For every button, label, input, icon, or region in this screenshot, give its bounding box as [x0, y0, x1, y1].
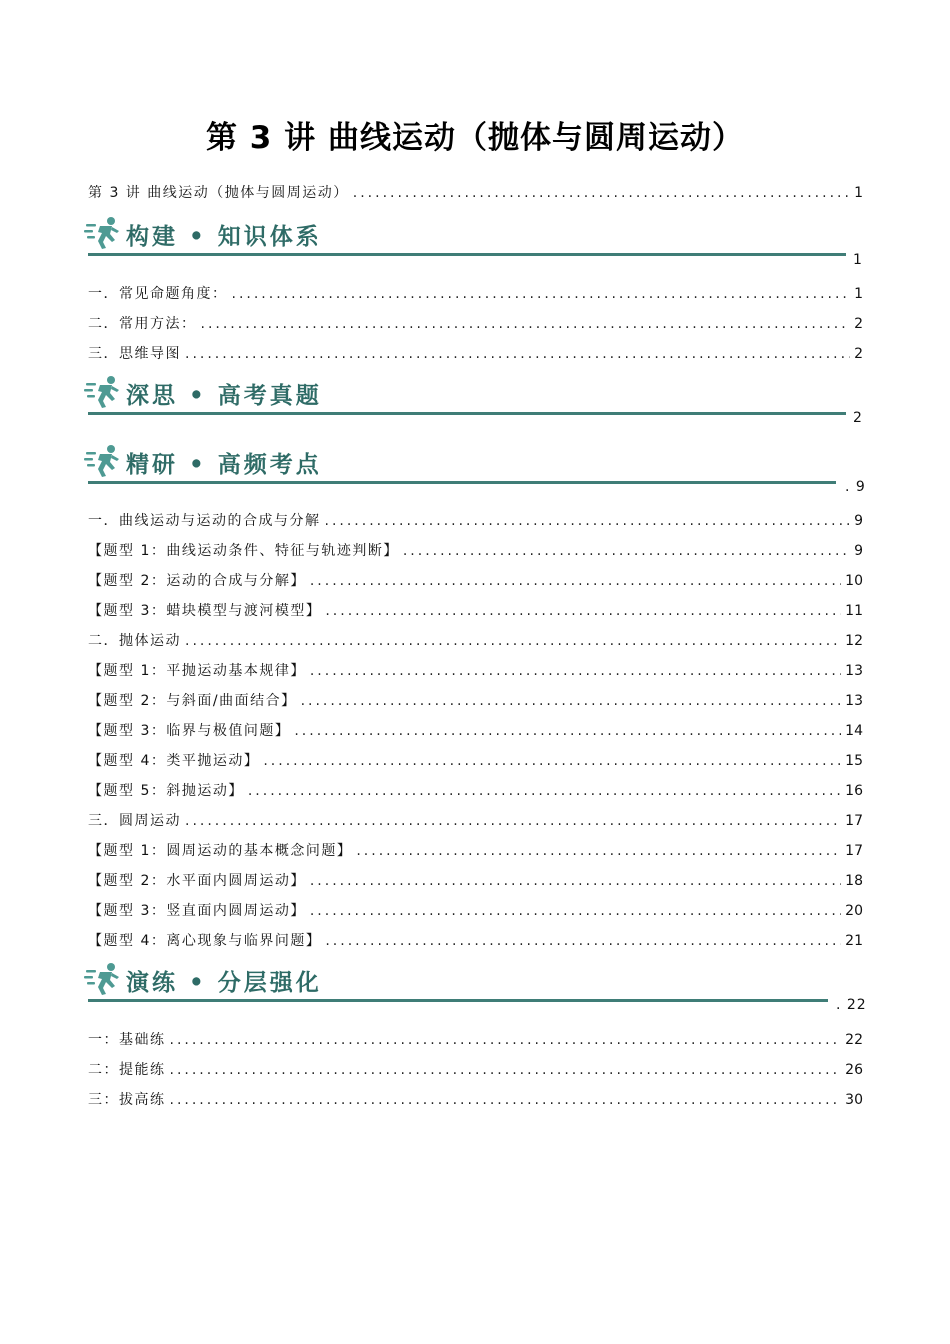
toc-page-number: 12 — [845, 633, 863, 649]
toc-leader-dots — [310, 572, 841, 590]
toc-entry-label: 二．常用方法： — [88, 316, 197, 332]
toc-entry[interactable] — [88, 898, 863, 920]
toc-page-number: 9 — [854, 543, 863, 559]
runner-icon — [84, 216, 122, 250]
toc-entry-label: 第 3 讲 曲线运动（抛体与圆周运动） — [88, 185, 349, 201]
section-divider — [88, 481, 836, 484]
toc-page-number: 1 — [854, 185, 863, 201]
toc-entry[interactable] — [88, 808, 863, 830]
section-heading-text: 演练 • 分层强化 — [126, 969, 322, 996]
toc-page-number: 1 — [853, 252, 863, 268]
toc-entry-label: 三：拔高练 — [88, 1092, 166, 1108]
toc-entry[interactable] — [88, 341, 863, 363]
toc-entry-label: 【题型 2：与斜面/曲面结合】 — [88, 693, 297, 709]
toc-page-number: 11 — [845, 603, 863, 619]
toc-entry[interactable] — [88, 538, 863, 560]
toc-leader-dots — [232, 285, 851, 303]
toc-entry[interactable] — [88, 868, 863, 890]
toc-leader-dots — [248, 782, 841, 800]
toc-leader-dots — [294, 722, 841, 740]
toc-leader-dots — [353, 184, 850, 202]
toc-page-number: 22 — [845, 1032, 863, 1048]
toc-entry-label: 【题型 1：平抛运动基本规律】 — [88, 663, 306, 679]
toc-entry[interactable] — [88, 1027, 863, 1049]
toc-page-number: 14 — [845, 723, 863, 739]
toc-entry[interactable] — [88, 508, 863, 530]
toc-leader-dots — [356, 842, 841, 860]
toc-page-number: 30 — [845, 1092, 863, 1108]
toc-entry-label: 【题型 3：竖直面内圆周运动】 — [88, 903, 306, 919]
toc-leader-dots — [310, 662, 841, 680]
toc-entry-label: 【题型 3：蜡块模型与渡河模型】 — [88, 603, 322, 619]
toc-leader-dots — [325, 932, 841, 950]
toc-entry[interactable] — [88, 838, 863, 860]
section-heading-focus — [84, 442, 854, 486]
toc-entry-label: 【题型 5：斜抛运动】 — [88, 783, 244, 799]
toc-entry-label: 【题型 1：圆周运动的基本概念问题】 — [88, 843, 353, 859]
section-heading-exam — [84, 373, 854, 417]
toc-page-number: 13 — [845, 693, 863, 709]
toc-page-number: 2 — [854, 346, 863, 362]
toc-leader-dots — [310, 902, 841, 920]
section-divider — [88, 253, 846, 256]
toc-entry-label: 二：提能练 — [88, 1062, 166, 1078]
toc-entry[interactable] — [88, 928, 863, 950]
toc-page-number: 2 — [854, 316, 863, 332]
section-divider — [88, 999, 828, 1002]
toc-entry-label: 【题型 4：离心现象与临界问题】 — [88, 933, 322, 949]
toc-page-number: 1 — [854, 286, 863, 302]
toc-page-number: 15 — [845, 753, 863, 769]
toc-entry[interactable] — [88, 311, 863, 333]
toc-page-number: 20 — [845, 903, 863, 919]
toc-leader-dots — [170, 1031, 842, 1049]
section-heading-practice — [84, 960, 854, 1004]
toc-page-number: . 9 — [845, 479, 866, 495]
toc-entry[interactable] — [88, 1087, 863, 1109]
toc-entry-label: 【题型 2：运动的合成与分解】 — [88, 573, 306, 589]
toc-leader-dots — [263, 752, 841, 770]
toc-entry[interactable] — [88, 180, 863, 202]
toc-entry[interactable] — [88, 598, 863, 620]
runner-icon — [84, 375, 122, 409]
toc-entry[interactable] — [88, 1057, 863, 1079]
toc-entry-label: 一．曲线运动与运动的合成与分解 — [88, 513, 321, 529]
toc-entry[interactable] — [88, 778, 863, 800]
runner-icon — [84, 444, 122, 478]
toc-entry-label: 三．圆周运动 — [88, 813, 181, 829]
toc-entry[interactable] — [88, 628, 863, 650]
section-divider — [88, 412, 846, 415]
toc-entry[interactable] — [88, 688, 863, 710]
runner-icon — [84, 962, 122, 996]
toc-page-number: 9 — [854, 513, 863, 529]
toc-entry-label: 一：基础练 — [88, 1032, 166, 1048]
toc-page-number: 17 — [845, 843, 863, 859]
toc-leader-dots — [403, 542, 850, 560]
toc-page-number: 21 — [845, 933, 863, 949]
toc-entry-label: 【题型 3：临界与极值问题】 — [88, 723, 291, 739]
toc-entry[interactable] — [88, 281, 863, 303]
toc-page-number: 16 — [845, 783, 863, 799]
toc-leader-dots — [201, 315, 851, 333]
toc-entry-label: 【题型 1：曲线运动条件、特征与轨迹判断】 — [88, 543, 399, 559]
toc-leader-dots — [301, 692, 842, 710]
toc-leader-dots — [185, 812, 841, 830]
toc-page-number: 2 — [853, 410, 863, 426]
toc-entry-label: 三．思维导图 — [88, 346, 181, 362]
section-heading-text: 精研 • 高频考点 — [126, 451, 322, 478]
toc-leader-dots — [325, 512, 851, 530]
section-heading-knowledge — [84, 214, 854, 258]
toc-page-number: 18 — [845, 873, 863, 889]
toc-page-number: 10 — [845, 573, 863, 589]
toc-entry-label: 二．抛体运动 — [88, 633, 181, 649]
toc-leader-dots — [185, 632, 841, 650]
toc-leader-dots — [170, 1061, 842, 1079]
toc-page-number: 26 — [845, 1062, 863, 1078]
page-title: 第 3 讲 曲线运动（抛体与圆周运动） — [206, 120, 744, 156]
toc-page-number: . 22 — [836, 997, 867, 1013]
toc-entry[interactable] — [88, 718, 863, 740]
section-heading-text: 深思 • 高考真题 — [126, 382, 322, 409]
toc-entry-label: 一．常见命题角度： — [88, 286, 228, 302]
toc-entry[interactable] — [88, 748, 863, 770]
toc-entry-label: 【题型 2：水平面内圆周运动】 — [88, 873, 306, 889]
toc-page-number: 17 — [845, 813, 863, 829]
toc-page-number: 13 — [845, 663, 863, 679]
toc-leader-dots — [185, 345, 850, 363]
section-heading-text: 构建 • 知识体系 — [126, 223, 322, 250]
toc-leader-dots — [310, 872, 841, 890]
toc-entry-label: 【题型 4：类平抛运动】 — [88, 753, 260, 769]
toc-leader-dots — [170, 1091, 842, 1109]
toc-entry[interactable] — [88, 568, 863, 590]
toc-entry[interactable] — [88, 658, 863, 680]
toc-leader-dots — [325, 602, 841, 620]
